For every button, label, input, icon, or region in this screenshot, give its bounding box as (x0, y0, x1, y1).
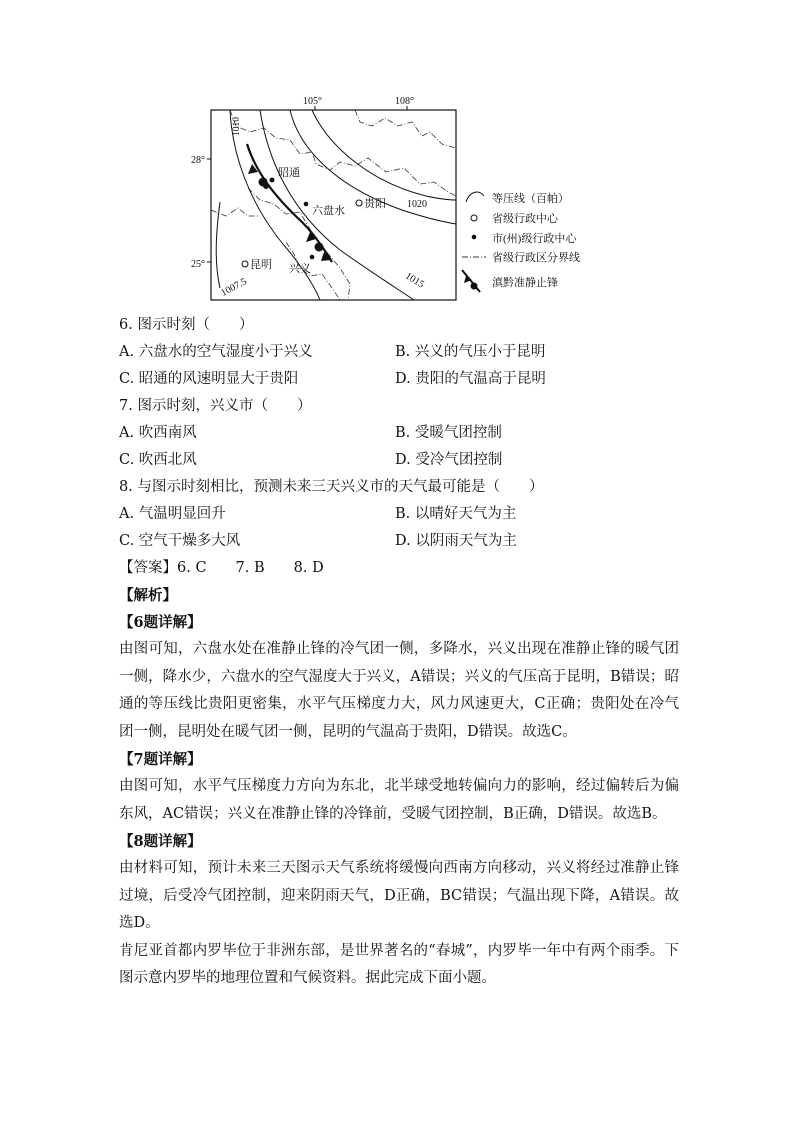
legend-provincial-symbol (471, 215, 477, 221)
q7-option-b[interactable]: B. 受暖气团控制 (395, 425, 502, 441)
zhaotong-label: 昭通 (278, 167, 300, 179)
detail8-text: 由材料可知，预计未来三天图示天气系统将缓慢向西南方向移动，兴义将经过准静止锋过境，后受冷气团控制，迎来阴雨天气，D正确，BC错误；气温出现下降，A错误。故选D。 (119, 860, 679, 931)
q8-option-b[interactable]: B. 以晴好天气为主 (395, 506, 517, 522)
detail7-title: 【7题详解】 (119, 751, 202, 768)
q6-options-row2 (119, 366, 679, 393)
question-content (119, 312, 679, 993)
q7-option-d[interactable]: D. 受冷气团控制 (395, 452, 503, 468)
xingyi-label: 兴义 (289, 263, 311, 275)
q7-stem: 7. 图示时刻，兴义市（ ） (119, 398, 312, 414)
legend-city-label: 市(州)级行政中心 (492, 233, 577, 245)
kunming-label: 昆明 (250, 259, 272, 271)
detail6-text: 由图可知，六盘水处在准静止锋的冷气团一侧，多降水，兴义出现在准静止锋的暖气团一侧，降水少，六盘水的空气湿度大于兴义，A错误；兴义的气压高于昆明，B错误；昭通的等压线比贵阳更密集，水平气压梯度力大，风力风速更大，C正确；贵阳处在冷气团一侧，昆明处在暖气团一侧，昆明的气温高于贵阳，D错误。故选C。 (119, 641, 679, 740)
q7-option-c[interactable]: C. 吹西北风 (119, 452, 197, 468)
q8-options-row2 (119, 528, 679, 555)
next-question-intro: 肯尼亚首都内罗毕位于非洲东部，是世界著名的“春城”，内罗毕一年中有两个雨季。下图示意内罗毕的地理位置和气候资料。据此完成下面小题。 (119, 942, 679, 986)
legend-front-symbol (462, 270, 480, 292)
q7-options-row1 (119, 420, 679, 447)
q7-option-a[interactable]: A. 吹西南风 (119, 425, 197, 441)
legend-front-label: 滇黔准静止锋 (492, 277, 558, 289)
weather-map (190, 92, 620, 307)
liupanshui-dot (304, 202, 309, 207)
detail6-title: 【6题详解】 (119, 614, 202, 631)
q6-stem: 6. 图示时刻（ ） (119, 317, 254, 333)
q6-option-b[interactable]: B. 兴义的气压小于昆明 (395, 344, 546, 360)
q8-option-c[interactable]: C. 空气干燥多大风 (119, 533, 241, 549)
detail7-text: 由图可知，水平气压梯度力方向为东北，北半球受地转偏向力的影响，经过偏转后为偏东风，AC错误；兴义在准静止锋的冷锋前，受暖气团控制，B正确，D错误。故选B。 (119, 778, 679, 822)
legend-city-symbol (472, 235, 477, 240)
q6-options-row1 (119, 339, 679, 366)
legend-boundary-label: 省级行政区分界线 (492, 252, 580, 264)
answer-line: 【答案】6. C 7. B 8. D (119, 560, 324, 576)
isobar-label-1010: 1010 (232, 117, 242, 136)
stationary-front (247, 144, 332, 262)
guiyang-circle (356, 200, 362, 206)
legend-isobar-label: 等压线（百帕） (492, 193, 569, 205)
q7-options-row2 (119, 447, 679, 474)
kunming-circle (242, 261, 248, 267)
q6-option-a[interactable]: A. 六盘水的空气湿度小于兴义 (119, 344, 313, 360)
lon-label-105: 105° (303, 96, 322, 107)
detail8-title: 【8题详解】 (119, 833, 202, 850)
liupanshui-label: 六盘水 (312, 205, 345, 217)
isobar-label-1007-5: 1007.5 (219, 276, 249, 299)
lat-label-25: 25° (191, 259, 205, 270)
q6-option-c[interactable]: C. 昭通的风速明显大于贵阳 (119, 371, 299, 387)
q8-option-a[interactable]: A. 气温明显回升 (119, 506, 226, 522)
lat-label-28: 28° (191, 155, 205, 166)
guiyang-label: 贵阳 (364, 198, 386, 210)
lon-label-108: 108° (395, 96, 414, 107)
q8-option-d[interactable]: D. 以阴雨天气为主 (395, 533, 517, 549)
q8-stem: 8. 与图示时刻相比，预测未来三天兴义市的天气最可能是（ ） (119, 479, 544, 495)
analysis-label: 【解析】 (119, 587, 177, 604)
legend-isobar-symbol (466, 192, 484, 202)
isobar-label-1020: 1020 (407, 199, 427, 210)
map-legend (462, 191, 580, 292)
xingyi-dot (310, 255, 315, 260)
zhaotong-dot (270, 178, 275, 183)
q8-options-row1 (119, 501, 679, 528)
isobar-label-1015: 1015 (403, 270, 426, 291)
legend-provincial-label: 省级行政中心 (492, 213, 558, 225)
q6-option-d[interactable]: D. 贵阳的气温高于昆明 (395, 371, 546, 387)
